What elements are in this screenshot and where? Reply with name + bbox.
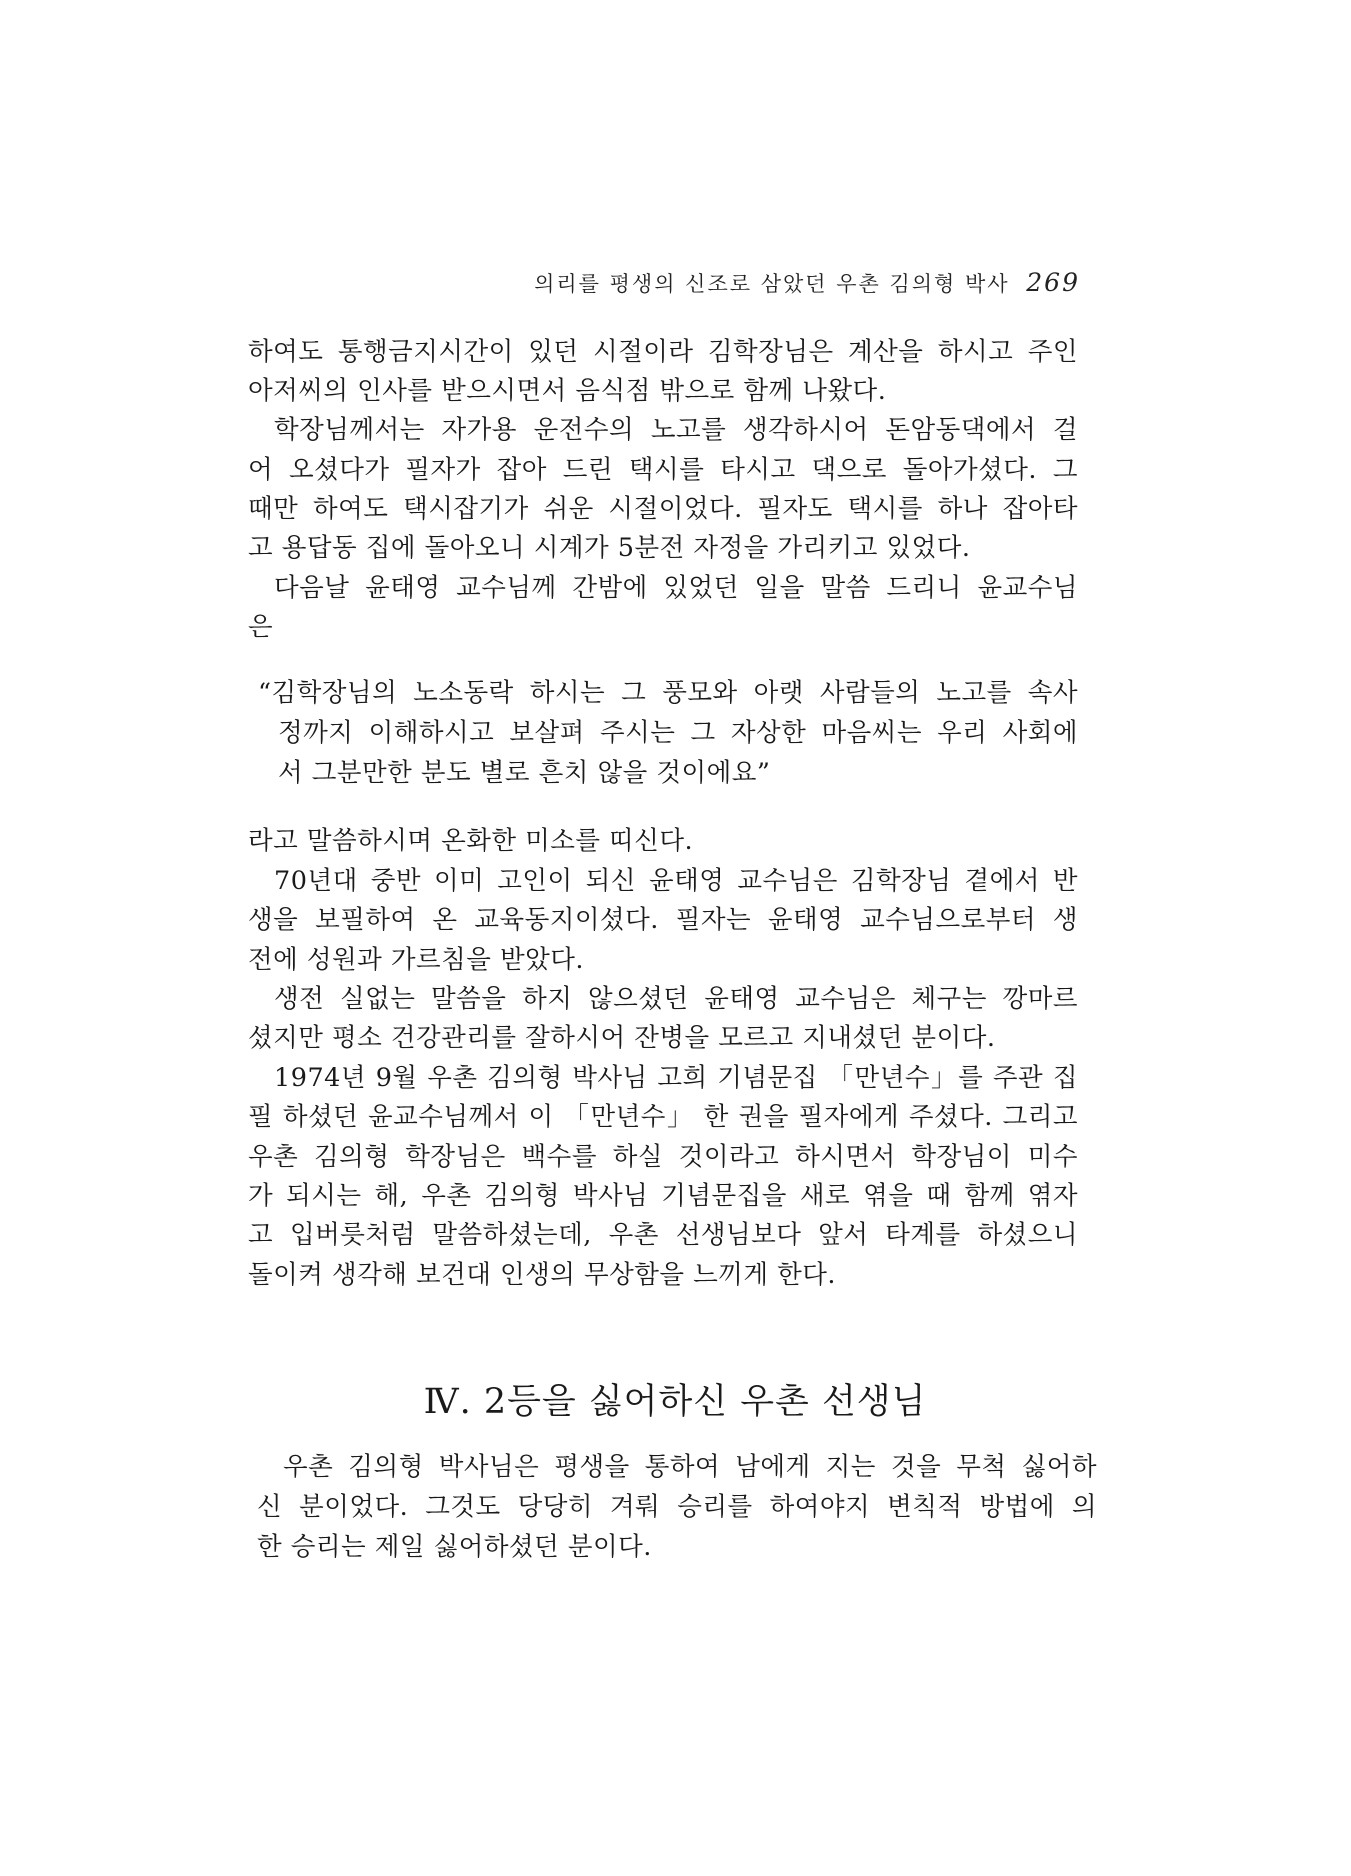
- quote-line: 서 그분만한 분도 별로 흔치 않을 것이에요”: [278, 758, 771, 788]
- body-line: 고 입버릇처럼 말씀하셨는데, 우촌 선생님보다 앞서 타계를 하셨으니: [248, 1220, 1078, 1250]
- body-line: 1974년 9월 우촌 김의형 박사님 고희 기념문집 「만년수」를 주관 집: [274, 1063, 1078, 1093]
- running-title: 의리를 평생의 신조로 삼았던 우촌 김의형 박사: [534, 272, 1010, 296]
- quote-line: “김학장님의 노소동락 하시는 그 풍모와 아랫 사람들의 노고를 속사: [258, 678, 1078, 708]
- body-line: 돌이켜 생각해 보건대 인생의 무상함을 느끼게 한다.: [248, 1260, 837, 1290]
- running-header: [420, 268, 1080, 308]
- body-line: 가 되시는 해, 우촌 김의형 박사님 기념문집을 새로 엮을 때 함께 엮자: [248, 1181, 1078, 1211]
- body-line: 하여도 통행금지시간이 있던 시절이라 김학장님은 계산을 하시고 주인: [248, 337, 1078, 367]
- body-line: 은: [248, 612, 274, 642]
- body-line: 셨지만 평소 건강관리를 잘하시어 잔병을 모르고 지내셨던 분이다.: [248, 1023, 996, 1053]
- body-line: 때만 하여도 택시잡기가 쉬운 시절이었다. 필자도 택시를 하나 잡아타: [248, 494, 1078, 524]
- body-line: 어 오셨다가 필자가 잡아 드린 택시를 타시고 댁으로 돌아가셨다. 그: [248, 455, 1078, 485]
- body-line: 학장님께서는 자가용 운전수의 노고를 생각하시어 돈암동댁에서 걸: [274, 415, 1078, 445]
- body-line: 필 하셨던 윤교수님께서 이 「만년수」 한 권을 필자에게 주셨다. 그리고: [248, 1102, 1078, 1132]
- section-heading: Ⅳ. 2등을 싫어하신 우촌 선생님: [423, 1382, 927, 1422]
- body-line: 70년대 중반 이미 고인이 되신 윤태영 교수님은 김학장님 곁에서 반: [274, 866, 1078, 896]
- body-line: 우촌 김의형 학장님은 백수를 하실 것이라고 하시면서 학장님이 미수: [248, 1142, 1078, 1172]
- body-line: 전에 성원과 가르침을 받았다.: [248, 945, 585, 975]
- page-number: 269: [1026, 268, 1080, 297]
- body-line: 고 용답동 집에 돌아오니 시계가 5분전 자정을 가리키고 있었다.: [248, 533, 971, 563]
- section-line: 한 승리는 제일 싫어하셨던 분이다.: [257, 1532, 652, 1562]
- body-line: 생을 보필하여 온 교육동지이셨다. 필자는 윤태영 교수님으로부터 생: [248, 905, 1078, 935]
- body-line: 라고 말씀하시며 온화한 미소를 띠신다.: [248, 826, 694, 856]
- section-line: 우촌 김의형 박사님은 평생을 통하여 남에게 지는 것을 무척 싫어하: [283, 1452, 1097, 1482]
- body-line: 생전 실없는 말씀을 하지 않으셨던 윤태영 교수님은 체구는 깡마르: [274, 984, 1078, 1014]
- body-line: 다음날 윤태영 교수님께 간밤에 있었던 일을 말씀 드리니 윤교수님: [274, 573, 1078, 603]
- section-line: 신 분이었다. 그것도 당당히 겨뤄 승리를 하여야지 변칙적 방법에 의: [257, 1492, 1097, 1522]
- body-line: 아저씨의 인사를 받으시면서 음식점 밖으로 함께 나왔다.: [248, 376, 887, 406]
- quote-line: 정까지 이해하시고 보살펴 주시는 그 자상한 마음씨는 우리 사회에: [278, 718, 1078, 748]
